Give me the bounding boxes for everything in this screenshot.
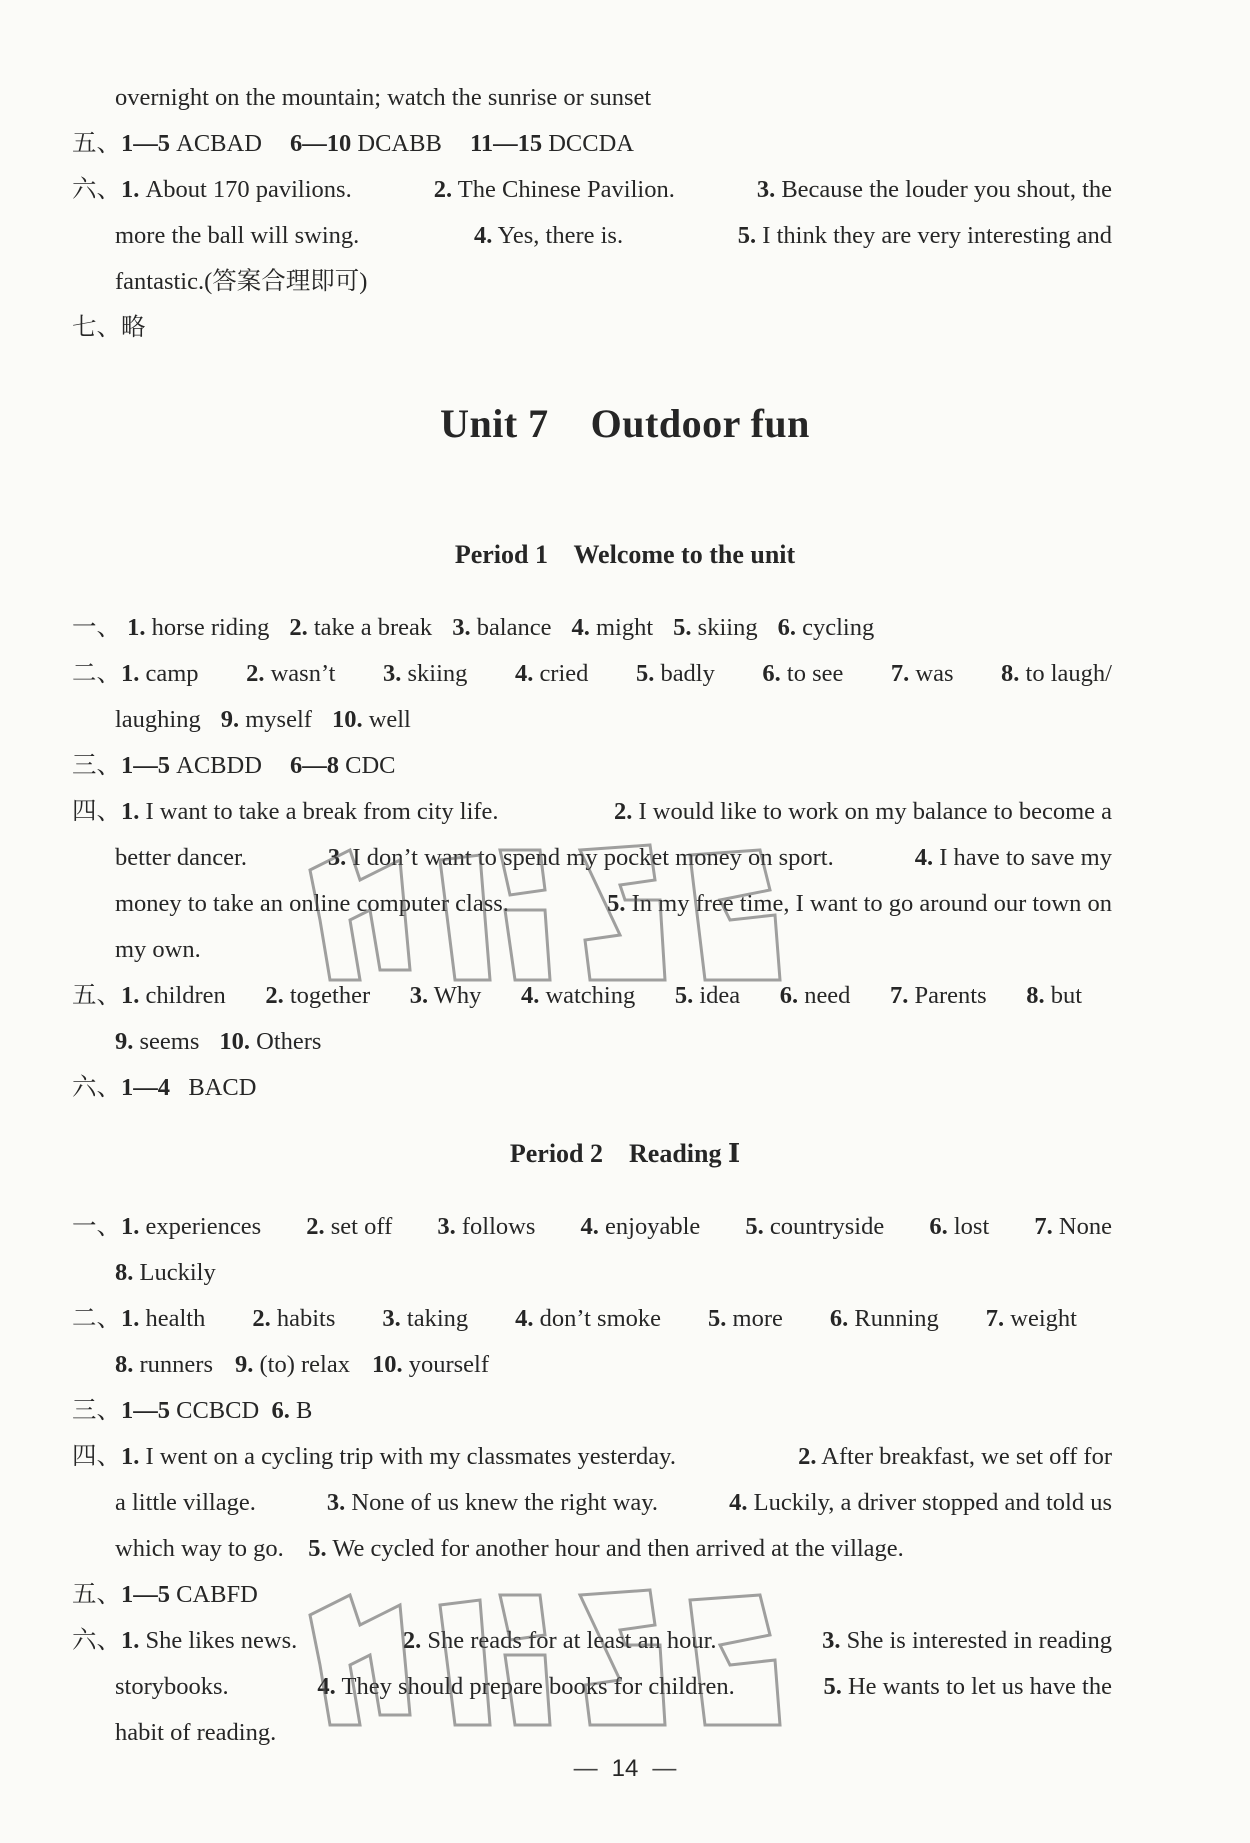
item-number: 3. — [382, 1305, 401, 1332]
answer-line: more the ball will swing. 4. Yes, there is. 5. I think they are very interesting and — [115, 222, 1112, 249]
answer-line: overnight on the mountain; watch the sunrise or sunset — [115, 84, 652, 111]
item-answer: need — [804, 982, 851, 1009]
item-answer: Others — [256, 1028, 322, 1055]
item-number: 3. — [409, 982, 429, 1009]
p1-section-two — [72, 657, 1112, 691]
answer-item — [115, 1259, 216, 1286]
item-number: 6. — [929, 1213, 948, 1240]
item-answer: follows — [461, 1213, 536, 1240]
item-answer: take a break — [313, 614, 433, 641]
answer-item — [219, 1028, 321, 1055]
answer-item — [986, 1302, 1077, 1336]
item-answer: Running — [854, 1305, 939, 1332]
answer-item — [115, 706, 201, 733]
answer-item — [372, 1351, 489, 1378]
item-answer: don’t smoke — [539, 1305, 662, 1332]
answer-line: money to take an online computer class. 5. In my free time, I want to go around our town on — [115, 890, 1112, 917]
period-title: Period 1 Welcome to the unit — [454, 540, 796, 569]
item-number: 10. — [219, 1028, 250, 1055]
item-number: 7. — [890, 660, 910, 687]
item-number: 6. — [779, 982, 799, 1009]
p1-section-six: 六、1—4 BACD — [72, 1074, 257, 1101]
item-answer: skiing — [697, 614, 758, 641]
answer-item — [780, 979, 851, 1013]
answer-item: 一、1. experiences — [72, 1213, 262, 1240]
item-answer: yourself — [408, 1351, 489, 1378]
answer-line: fantastic.(答案合理即可) — [115, 268, 368, 295]
answer-item: 二、1. health — [72, 1305, 206, 1332]
answer-line — [115, 1348, 1155, 1382]
p2-section-one — [72, 1210, 1112, 1244]
item-number: 2. — [289, 614, 308, 641]
item-number: 9. — [220, 706, 240, 733]
p2-section-six: 六、1. She likes news. 2. She reads for at least an hour. 3. She is interested in reading — [72, 1627, 1112, 1654]
answer-item — [572, 614, 654, 641]
section-marker: 七、 — [72, 314, 121, 341]
item-number: 3. — [383, 660, 402, 687]
item-answer: well — [368, 706, 411, 733]
item-answer: to laugh/ — [1025, 660, 1112, 687]
answer-item — [673, 614, 757, 641]
item-number: 8. — [115, 1259, 134, 1286]
item-answer: balance — [476, 614, 552, 641]
item-number: 5. — [708, 1305, 727, 1332]
item-answer: laughing — [115, 706, 201, 733]
answer-item — [778, 614, 875, 641]
answer-item — [515, 1302, 661, 1336]
item-number: 6. — [777, 614, 796, 641]
item-answer: health — [145, 1305, 206, 1332]
p2-section-two — [72, 1302, 1112, 1336]
answer-line: my own. — [115, 936, 201, 963]
item-answer: weight — [1010, 1305, 1077, 1332]
section-marker: 六、 — [72, 176, 121, 203]
item-number: 7. — [1034, 1213, 1053, 1240]
word-list — [127, 614, 894, 641]
item-answer: taking — [406, 1305, 469, 1332]
item-number: 2. — [252, 1305, 271, 1332]
item-number: 4. — [520, 982, 540, 1009]
answer-item — [1034, 1210, 1112, 1244]
answer-item — [115, 1028, 199, 1055]
answer-item — [382, 1302, 468, 1336]
item-answer: horse riding — [151, 614, 270, 641]
item-number: 8. — [1026, 982, 1045, 1009]
section-seven-answers: 七、略 — [72, 314, 146, 341]
item-answer: countryside — [769, 1213, 885, 1240]
item-number: 2. — [246, 660, 265, 687]
item-number: 2. — [265, 982, 284, 1009]
p1-section-five — [72, 979, 1112, 1013]
section-marker: 五、 — [72, 130, 121, 157]
item-answer: together — [289, 982, 371, 1009]
answer-item — [289, 614, 432, 641]
item-answer: to see — [786, 660, 844, 687]
answer-item — [636, 657, 715, 691]
item-number: 3. — [437, 1213, 456, 1240]
answer-line: storybooks. 4. They should prepare books for children. 5. He wants to let us have the — [115, 1673, 1112, 1700]
answer-item — [221, 706, 312, 733]
item-number: 4. — [571, 614, 590, 641]
answer-line: better dancer. 3. I don’t want to spend my pocket money on sport. 4. I have to save my — [115, 844, 1112, 871]
item-answer: lost — [953, 1213, 990, 1240]
item-number: 5. — [635, 660, 655, 687]
item-number: 10. — [371, 1351, 403, 1378]
item-number: 5. — [745, 1213, 764, 1240]
item-answer: enjoyable — [605, 1213, 701, 1240]
answer-line: which way to go. 5. We cycled for another hour and then arrived at the village. — [115, 1535, 904, 1562]
unit-title: Unit 7 Outdoor fun — [440, 401, 810, 446]
answer-item — [127, 614, 269, 641]
item-answer: cried — [539, 660, 589, 687]
item-number: 4. — [515, 1305, 534, 1332]
item-number: 8. — [1001, 660, 1020, 687]
p1-section-one: 一、 1. horse riding 2. take a break 3. balance 4. might 5. skiing 6. cycling — [72, 611, 1112, 645]
item-number: 1. — [127, 614, 146, 641]
item-answer: might — [596, 614, 654, 641]
answer-item — [452, 614, 551, 641]
item-answer: idea — [699, 982, 741, 1009]
answer-item — [383, 657, 467, 691]
answer-item — [762, 657, 843, 691]
item-answer: camp — [145, 660, 199, 687]
answer-item — [890, 979, 987, 1013]
item-number: 6. — [762, 660, 781, 687]
item-number: 9. — [234, 1351, 254, 1378]
answer-item — [675, 979, 740, 1013]
item-number: 7. — [890, 982, 909, 1009]
page-number: — 14 — — [573, 1755, 677, 1782]
section-five-answers: 五、1—5 ACBAD 6—10 DCABB 11—15 DCCDA — [72, 130, 634, 157]
answer-item — [437, 1210, 535, 1244]
item-answer: watching — [545, 982, 636, 1009]
item-number: 6. — [829, 1305, 849, 1332]
item-answer: set off — [330, 1213, 393, 1240]
item-answer: wasn’t — [270, 660, 336, 687]
answer-item — [410, 979, 482, 1013]
answer-item — [252, 1302, 335, 1336]
item-answer: myself — [245, 706, 312, 733]
answer-line — [115, 1025, 1155, 1059]
section-six-answers: 六、1. About 170 pavilions. 2. The Chinese Pavilion. 3. Because the louder you shout, the — [72, 176, 1112, 203]
item-answer: None — [1058, 1213, 1112, 1240]
item-answer: experiences — [145, 1213, 262, 1240]
item-number: 8. — [115, 1351, 134, 1378]
item-answer: was — [915, 660, 954, 687]
p1-section-three: 三、1—5 ACBDD 6—8 CDC — [72, 752, 396, 779]
answer-item — [115, 1351, 213, 1378]
answer-item — [830, 1302, 939, 1336]
answer-item — [708, 1302, 783, 1336]
item-answer: seems — [139, 1028, 200, 1055]
answer-item — [332, 706, 411, 733]
item-number: 1. — [121, 1213, 140, 1240]
answer-item — [581, 1210, 701, 1244]
answer-line: a little village. 3. None of us knew the right way. 4. Luckily, a driver stopped and told us — [115, 1489, 1112, 1516]
item-number: 5. — [674, 982, 694, 1009]
answer-item — [929, 1210, 989, 1244]
item-answer: but — [1050, 982, 1082, 1009]
answer-item: 五、1. children — [72, 982, 226, 1009]
item-answer: badly — [660, 660, 715, 687]
p2-section-three: 三、1—5 CCBCD 6. B — [72, 1397, 313, 1424]
p2-section-five: 五、1—5 CABFD — [72, 1581, 258, 1608]
item-answer: Parents — [914, 982, 987, 1009]
item-number: 3. — [452, 614, 471, 641]
answer-item — [891, 657, 954, 691]
item-answer: children — [145, 982, 226, 1009]
item-answer: cycling — [802, 614, 875, 641]
p1-section-four: 四、1. I want to take a break from city life. 2. I would like to work on my balance to become a — [72, 798, 1112, 825]
answer-item — [246, 657, 335, 691]
answer-line: habit of reading. — [115, 1719, 277, 1746]
item-answer: Luckily — [139, 1259, 216, 1286]
item-number: 2. — [306, 1213, 325, 1240]
item-number: 4. — [580, 1213, 599, 1240]
item-answer: skiing — [407, 660, 468, 687]
answer-item: 二、1. camp — [72, 660, 199, 687]
item-number: 1. — [121, 982, 140, 1009]
item-number: 1. — [121, 1305, 140, 1332]
item-answer: (to) relax — [259, 1351, 350, 1378]
answer-item — [745, 1210, 884, 1244]
item-number: 5. — [673, 614, 692, 641]
item-number: 4. — [514, 660, 534, 687]
item-answer: runners — [139, 1351, 213, 1378]
answer-item — [235, 1351, 350, 1378]
item-answer: habits — [276, 1305, 336, 1332]
p2-section-four: 四、1. I went on a cycling trip with my classmates yesterday. 2. After breakfast, we set off for — [72, 1443, 1112, 1470]
answer-line — [115, 703, 1155, 737]
answer-item — [265, 979, 370, 1013]
item-number: 9. — [115, 1028, 134, 1055]
item-answer: more — [732, 1305, 783, 1332]
answer-item — [306, 1210, 392, 1244]
answer-item — [1001, 657, 1112, 691]
item-number: 1. — [121, 660, 140, 687]
item-number: 7. — [985, 1305, 1005, 1332]
answer-item — [515, 657, 588, 691]
period-title: Period 2 Reading Ⅰ — [509, 1139, 741, 1168]
item-answer: Why — [433, 982, 482, 1009]
item-number: 10. — [331, 706, 363, 733]
answer-item — [521, 979, 635, 1013]
answer-line — [115, 1256, 1155, 1290]
answer-item — [1026, 979, 1082, 1013]
